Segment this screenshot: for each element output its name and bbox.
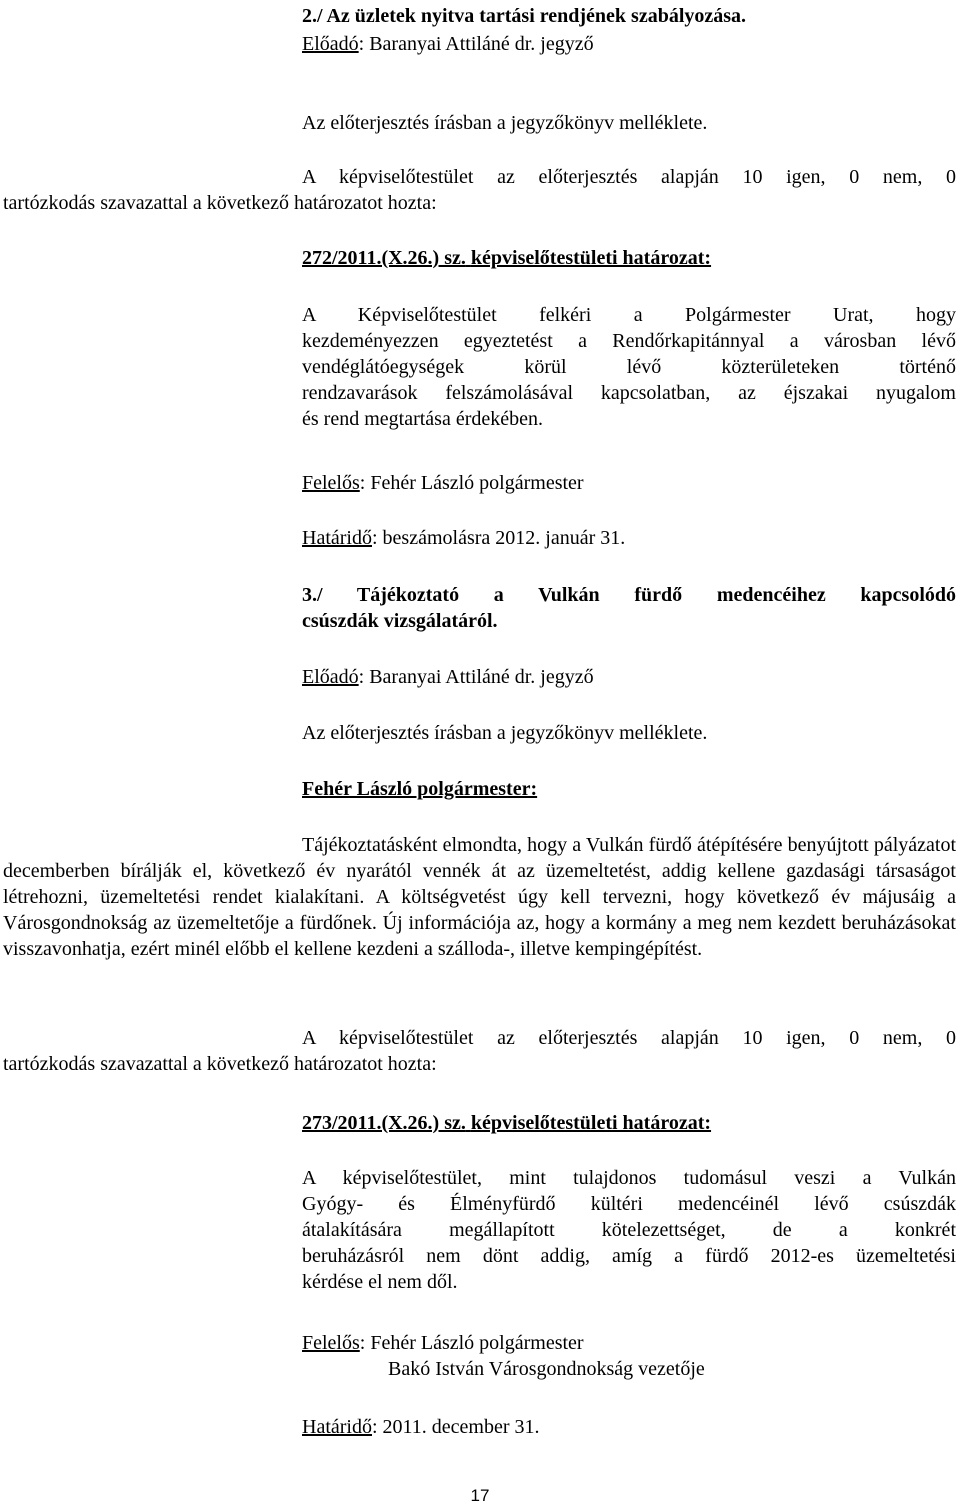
presenter-label: Előadó bbox=[302, 33, 359, 55]
resolution-title: képviselőtestületi határozat: bbox=[470, 247, 712, 269]
resolution-line: A képviselőtestület, mint tulajdonos tudomásul veszi a Vulkán bbox=[302, 1167, 956, 1189]
vote-line-1: A képviselőtestület az előterjesztés alapján 10 igen, 0 nem, 0 bbox=[302, 1027, 956, 1049]
resolution-273-heading bbox=[302, 1110, 956, 1136]
resolution-273-text bbox=[302, 1165, 956, 1295]
section-2-responsible bbox=[302, 470, 956, 496]
resolution-line: A Képviselőtestület felkéri a Polgármester Urat, hogy bbox=[302, 304, 956, 326]
page-number: 17 bbox=[470, 1486, 490, 1505]
section-3-title bbox=[302, 582, 956, 634]
section-3-presenter bbox=[302, 664, 956, 690]
section-2-vote bbox=[3, 164, 956, 216]
resolution-272-text bbox=[302, 302, 956, 432]
resolution-line: átalakítására megállapított kötelezettséget, de a konkrét bbox=[302, 1219, 956, 1241]
section-2-attachment-note: Az előterjesztés írásban a jegyzőkönyv melléklete. bbox=[302, 112, 708, 134]
presenter-name: : Baranyai Attiláné dr. jegyző bbox=[358, 33, 594, 55]
deadline-value: : beszámolásra 2012. január 31. bbox=[371, 527, 626, 549]
section-2-presenter bbox=[302, 31, 956, 57]
vote-line-2: tartózkodás szavazattal a következő határozatot hozta: bbox=[3, 192, 437, 214]
section-3-attachment-note: Az előterjesztés írásban a jegyzőkönyv melléklete. bbox=[302, 722, 708, 744]
speaker-name: Fehér László polgármester: bbox=[302, 778, 538, 800]
resolution-line: és rend megtartása érdekében. bbox=[302, 408, 543, 430]
resolution-line: beruházásról nem dönt addig, amíg a fürdő 2012-es üzemeltetési bbox=[302, 1245, 956, 1267]
presenter-name: : Baranyai Attiláné dr. jegyző bbox=[358, 666, 594, 688]
resolution-number: 272/2011.(X.26.) sz. bbox=[302, 247, 466, 269]
deadline-label: Határidő bbox=[302, 1416, 372, 1438]
resolution-line: vendéglátóegységek körül lévő közterületeken történő bbox=[302, 356, 956, 378]
resolution-number: 273/2011.(X.26.) sz. bbox=[302, 1112, 466, 1134]
vote-line-2: tartózkodás szavazattal a következő határozatot hozta: bbox=[3, 1053, 437, 1075]
speaker-statement: Tájékoztatásként elmondta, hogy a Vulkán fürdő átépítésére benyújtott pályázatot decemberben bírálják el, következő év nyarától vennék át az üzemeltetést, addig kellene gazdasági társaságot létrehozni, üzemeltetési rendet kialakítani. A költségvetést úgy kell tervezni, hogy következő év májusáig a Városgondnokság az üzemeltetője a fürdőnek. Új információja az, hogy a kormány a meg nem kezdett beruházásokat visszavonhatja, ezért minél előbb el kellene kezdeni a szálloda-, illetve kempingépítést. bbox=[3, 834, 956, 960]
section-3-vote bbox=[3, 1025, 956, 1077]
presenter-label: Előadó bbox=[302, 666, 359, 688]
resolution-line: kérdése el nem dől. bbox=[302, 1271, 458, 1293]
deadline-label: Határidő bbox=[302, 527, 372, 549]
responsible-second-name: Bakó István Városgondnokság vezetője bbox=[388, 1358, 705, 1380]
deadline-value: : 2011. december 31. bbox=[371, 1416, 540, 1438]
responsible-name: : Fehér László polgármester bbox=[359, 472, 584, 494]
section-2-deadline bbox=[302, 525, 956, 551]
section-3-deadline bbox=[302, 1414, 956, 1440]
resolution-line: kezdeményezzen egyeztetést a Rendőrkapitánnyal a városban lévő bbox=[302, 330, 956, 352]
section-3-responsible bbox=[302, 1330, 956, 1382]
section-2-title: 2./ Az üzletek nyitva tartási rendjének szabályozása. bbox=[302, 5, 747, 27]
resolution-title: képviselőtestületi határozat: bbox=[470, 1112, 712, 1134]
resolution-line: Gyógy- és Élményfürdő kültéri medencéinél lévő csúszdák bbox=[302, 1193, 956, 1215]
responsible-label: Felelős bbox=[302, 1332, 360, 1354]
resolution-272-heading bbox=[302, 245, 956, 271]
responsible-label: Felelős bbox=[302, 472, 360, 494]
vote-line-1: A képviselőtestület az előterjesztés alapján 10 igen, 0 nem, 0 bbox=[302, 166, 956, 188]
section-3-title-line-1: 3./ Tájékoztató a Vulkán fürdő medencéihez kapcsolódó bbox=[302, 584, 956, 606]
section-3-title-line-2: csúszdák vizsgálatáról. bbox=[302, 610, 498, 632]
responsible-name: : Fehér László polgármester bbox=[359, 1332, 584, 1354]
resolution-line: rendzavarások felszámolásával kapcsolatban, az éjszakai nyugalom bbox=[302, 382, 956, 404]
